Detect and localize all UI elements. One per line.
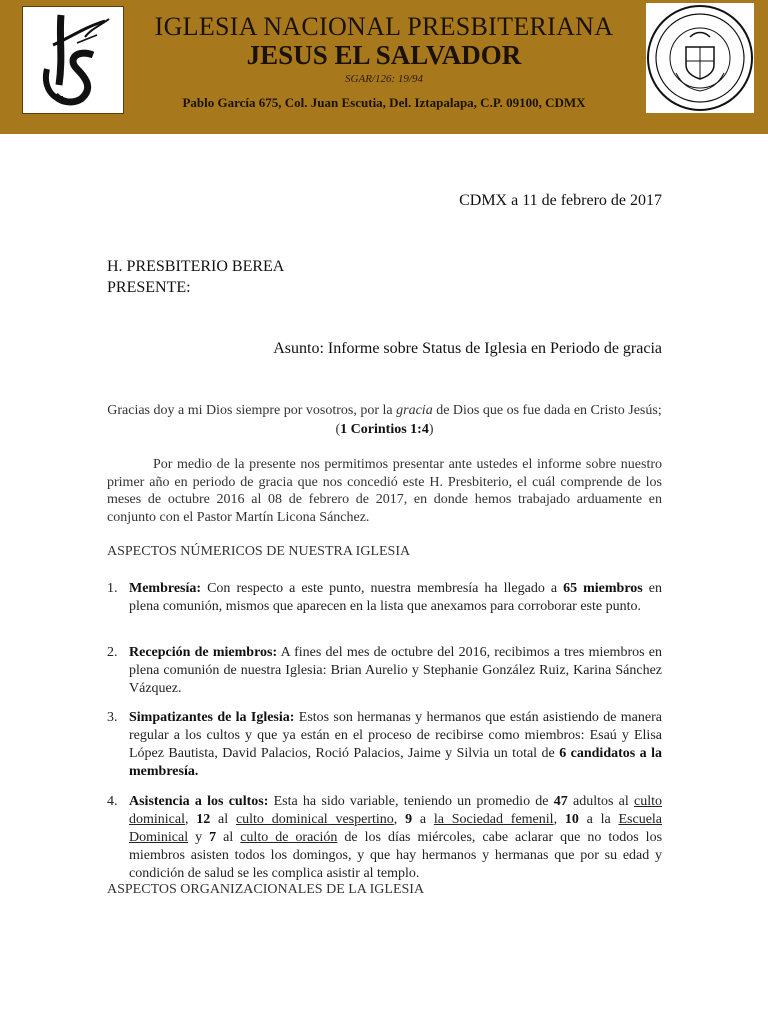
bible-quote: Gracias doy a mi Dios siempre por vosotros, por la gracia de Dios que os fue dada en Cristo Jesús; (1 Corintios 1:4) — [107, 403, 662, 437]
letterhead-banner — [0, 0, 768, 134]
letter-date: CDMX a 11 de febrero de 2017 — [459, 192, 662, 209]
registration-number: SGAR/126: 19/94 — [345, 73, 423, 85]
church-logo — [22, 6, 124, 114]
recipient-line2: PRESENTE: — [107, 279, 191, 296]
letter-subject: Asunto: Informe sobre Status de Iglesia en Periodo de gracia — [273, 340, 662, 357]
church-name-line1: IGLESIA NACIONAL PRESBITERIANA — [154, 12, 614, 41]
recipient-line1: H. PRESBITERIO BEREA — [107, 258, 285, 275]
ijs-monogram-icon — [23, 7, 123, 113]
list-item-simpatizantes: 3. Simpatizantes de la Iglesia: Estos son hermanas y hermanos que están asistiendo de manera regular a los cultos y que ya están en el proceso de recibirse como miembros: Esaú y Elisa López Bautista, David Palacios, Roció Palacios, Jaime y Silvia un total de 6 candidatos a la membresía. — [107, 710, 663, 779]
seal-icon — [646, 3, 754, 113]
list-item-recepcion: 2. Recepción de miembros: A fines del mes de octubre del 2016, recibimos a tres miembros en plena comunión de nuestra Iglesia: Brian Aurelio y Stephanie González Ruiz, Karina Sánchez Vázquez. — [107, 645, 662, 696]
section-heading-organizational: ASPECTOS ORGANIZACIONALES DE LA IGLESIA — [107, 882, 425, 897]
list-item-membresia: 1. Membresía: Con respecto a este punto, nuestra membresía ha llegado a 65 miembros en plena comunión, mismos que aparecen en la lista que anexamos para corroborar este punto. — [107, 581, 662, 614]
church-name-line2: JESUS EL SALVADOR — [246, 40, 522, 70]
church-address: Pablo García 675, Col. Juan Escutia, Del. Iztapalapa, C.P. 09100, CDMX — [182, 95, 586, 110]
denomination-seal — [646, 3, 754, 113]
intro-paragraph: Por medio de la presente nos permitimos presentar ante ustedes el informe sobre nuestro primer año en periodo de gracia que nos concedió este H. Presbiterio, el cuál comprende de los meses de octubre 2016 al 08 de febrero de 2017, en donde hemos trabajado arduamente en conjunto con el Pastor Martín Licona Sánchez. — [107, 457, 662, 525]
section-heading-numeric: ASPECTOS NÚMERICOS DE NUESTRA IGLESIA — [107, 544, 411, 559]
list-item-asistencia: 4. Asistencia a los cultos: Esta ha sido variable, teniendo un promedio de 47 adultos al culto dominical, 12 al culto dominical vespertino, 9 a la Sociedad femenil, 10 a la Escuela Dominical y 7 al culto de oración de los días miércoles, cabe aclarar que no todos los miembros asisten todos los domingos, y que hay hermanos y hermanas que por su edad y condición de salud se les complica asistir al templo. — [107, 794, 663, 881]
